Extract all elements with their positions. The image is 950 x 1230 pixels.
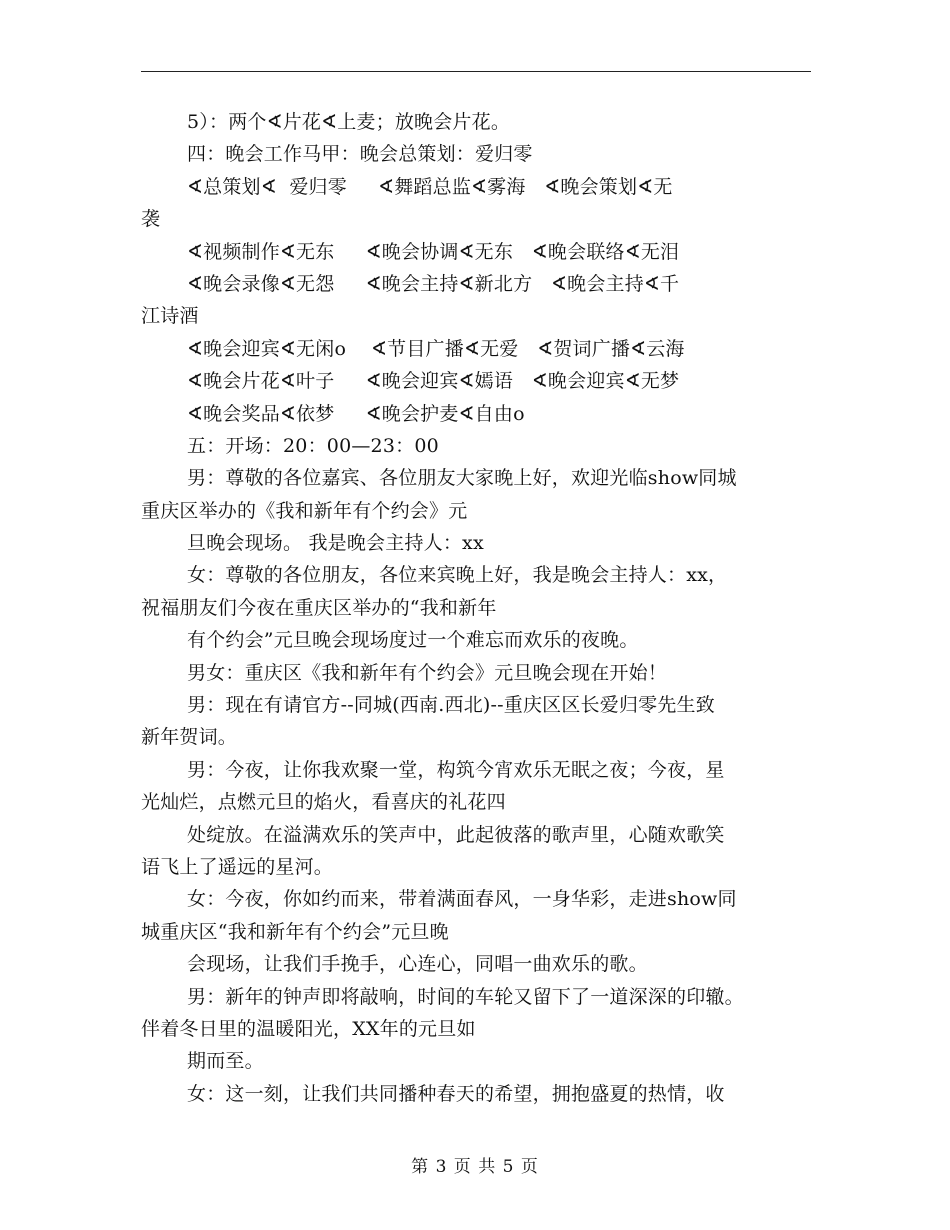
header-rule [141,71,811,72]
text-line: 男：新年的钟声即将敲响，时间的车轮又留下了一道深深的印辙。 [187,985,744,1008]
text-line: 男：尊敬的各位嘉宾、各位朋友大家晚上好，欢迎光临show同城 [187,467,737,490]
text-line: ∢晚会奖品∢依梦 ∢晚会护麦∢自由o [187,402,525,425]
text-line: 四：晚会工作马甲：晚会总策划：爱归零 [187,143,533,166]
text-line: ∢总策划∢ 爱归零 ∢舞蹈总监∢雾海 ∢晚会策划∢无 [187,175,673,198]
text-line: ∢晚会迎宾∢无闲o ∢节目广播∢无爱 ∢贺词广播∢云海 [187,337,685,360]
text-line: 5）：两个∢片花∢上麦；放晚会片花。 [187,111,511,133]
text-line: 男：今夜，让你我欢聚一堂，构筑今宵欢乐无眠之夜；今夜，星 [187,758,725,781]
text-line: 祝福朋友们今夜在重庆区举办的“我和新年 [141,596,497,619]
text-line: ∢视频制作∢无东 ∢晚会协调∢无东 ∢晚会联络∢无泪 [187,240,680,263]
text-line: 语飞上了遥远的星河。 [141,855,334,878]
document-body [141,106,813,1110]
text-line: ∢晚会片花∢叶子 ∢晚会迎宾∢嫣语 ∢晚会迎宾∢无梦 [187,370,680,393]
text-line: 五：开场：20：00—23：00 [187,434,439,457]
text-line: 处绽放。在溢满欢乐的笑声中，此起彼落的歌声里，心随欢歌笑 [187,823,725,846]
text-line: 重庆区举办的《我和新年有个约会》元 [141,499,468,522]
text-line: 城重庆区“我和新年有个约会”元旦晚 [141,920,449,943]
text-line: 光灿烂，点燃元旦的焰火，看喜庆的礼花四 [141,791,506,814]
text-line: 男：现在有请官方--同城(西南.西北)--重庆区区长爱归零先生致 [187,694,715,717]
text-line: 江诗酒 [141,305,199,328]
text-line: 会现场，让我们手挽手，心连心，同唱一曲欢乐的歌。 [187,953,648,976]
text-line: 袭 [141,208,161,231]
text-line: 期而至。 [187,1050,264,1073]
page-number-footer: 第 3 页 共 5 页 [411,1157,539,1177]
text-line: 伴着冬日里的温暖阳光，XX年的元旦如 [141,1017,476,1040]
text-line: 旦晚会现场。 我是晚会主持人：xx [187,532,484,555]
text-line: 女：尊敬的各位朋友，各位来宾晚上好，我是晚会主持人：xx， [187,564,728,587]
text-line: 女：这一刻，让我们共同播种春天的希望，拥抱盛夏的热情，收 [187,1082,725,1105]
text-line: 有个约会”元旦晚会现场度过一个难忘而欢乐的夜晚。 [187,629,639,652]
text-line: ∢晚会录像∢无怨 ∢晚会主持∢新北方 ∢晚会主持∢千 [187,272,680,295]
text-line: 女：今夜，你如约而来，带着满面春风，一身华彩，走进show同 [187,888,737,911]
text-line: 新年贺词。 [141,726,238,749]
text-line: 男女：重庆区《我和新年有个约会》元旦晚会现在开始！ [187,661,668,684]
